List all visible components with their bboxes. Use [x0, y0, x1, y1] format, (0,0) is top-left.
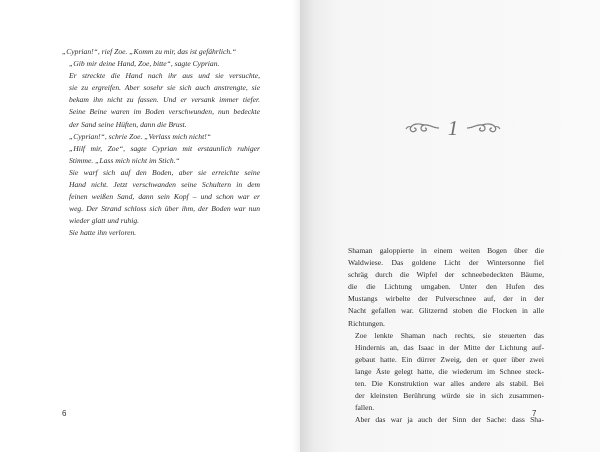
text-line: sie zu ergreifen. Aber sosehr sie sich auch anstrengte, sie: [69, 83, 260, 93]
text-line: Waldwiese. Das goldene Licht der Wintersonne fiel: [348, 258, 544, 268]
text-line: Stimme. „Lass mich nicht im Stich.“: [69, 155, 180, 165]
text-line: schräg durch die Wipfel der schneebedeckten Bäume,: [348, 270, 544, 280]
text-line: wieder glatt und ruhig.: [69, 216, 140, 226]
text-line: der Sand seine Hüften, dann die Brust.: [69, 119, 187, 129]
text-line: der kleinsten Berührung würde sie in sich zusammen-: [355, 391, 544, 401]
paragraph: [62, 167, 260, 227]
text-line: Nacht gefallen war. Glitzernd stoben die Flocken in alle: [348, 306, 544, 316]
text-line: Sie warf sich auf den Boden, aber sie erreichte seine: [69, 167, 260, 177]
text-line: Shaman galoppierte in einem weiten Bogen über die: [348, 246, 544, 255]
left-flourish-icon: [405, 120, 441, 136]
text-line: Seine Beine waren im Boden verschwunden, nun bedeckte: [69, 107, 260, 117]
left-page-text: [62, 46, 260, 240]
paragraph: [348, 414, 544, 426]
text-line: Aber das war ja auch der Sinn der Sache: dass Sha-: [355, 415, 544, 425]
text-line: feinen weißen Sand, dann sein Kopf – und schon war er: [69, 192, 260, 202]
paragraph: [62, 227, 260, 239]
paragraph: [62, 143, 260, 167]
text-line: Zoe lenkte Shaman nach rechts, sie steuerten das: [355, 330, 544, 340]
text-line: Er streckte die Hand nach ihr aus und sie versuchte,: [69, 71, 260, 81]
chapter-heading: [398, 118, 508, 138]
left-page-number: 6: [62, 409, 67, 418]
text-line: lange Äste gelegt hatte, die wiederum im Schnee steck-: [355, 366, 544, 376]
text-line: gebaut hatte. Ein dürrer Zweig, den er quer über zwei: [355, 354, 544, 364]
paragraph: [62, 46, 260, 58]
text-line: fallen.: [355, 403, 375, 413]
text-line: Hindernis an, das Isaac in der Mitte der Lichtung auf-: [355, 342, 544, 352]
text-line: „Cyprian!“, schrie Zoe. „Verlass mich nicht!“: [69, 131, 211, 141]
text-line: Sie hatte ihn verloren.: [69, 228, 137, 238]
gutter-shadow: [292, 0, 300, 452]
text-line: „Cyprian!“, rief Zoe. „Komm zu mir, das ist gefährlich.“: [62, 47, 237, 56]
right-page-number: 7: [532, 409, 537, 418]
text-line: weg. Der Strand schloss sich über ihm, der Boden war nun: [69, 204, 260, 214]
text-line: Hand nicht. Jetzt verschwanden seine Schultern in dem: [69, 180, 260, 190]
chapter-number: 1: [447, 116, 459, 140]
text-line: „Hilf mir, Zoe“, sagte Cyprian mit erstaunlich ruhiger: [69, 143, 260, 153]
text-line: Mustangs wirbelte der Pulverschnee auf, der in der: [348, 294, 544, 304]
paragraph: [348, 330, 544, 415]
text-line: bekam ihn nicht zu fassen. Und er versank immer tiefer.: [69, 95, 260, 105]
text-line: Richtungen.: [348, 318, 385, 328]
paragraph: [62, 131, 260, 143]
text-line: die die Lichtung umgaben. Unter den Hufen des: [348, 282, 544, 292]
paragraph: [62, 70, 260, 130]
paragraph: [62, 58, 260, 70]
right-flourish-icon: [465, 120, 501, 136]
text-line: ten. Die Konstruktion war alles andere als stabil. Bei: [355, 379, 544, 389]
paragraph: [348, 245, 544, 330]
right-page-text: [348, 245, 544, 426]
text-line: „Gib mir deine Hand, Zoe, bitte“, sagte Cyprian.: [69, 59, 220, 69]
